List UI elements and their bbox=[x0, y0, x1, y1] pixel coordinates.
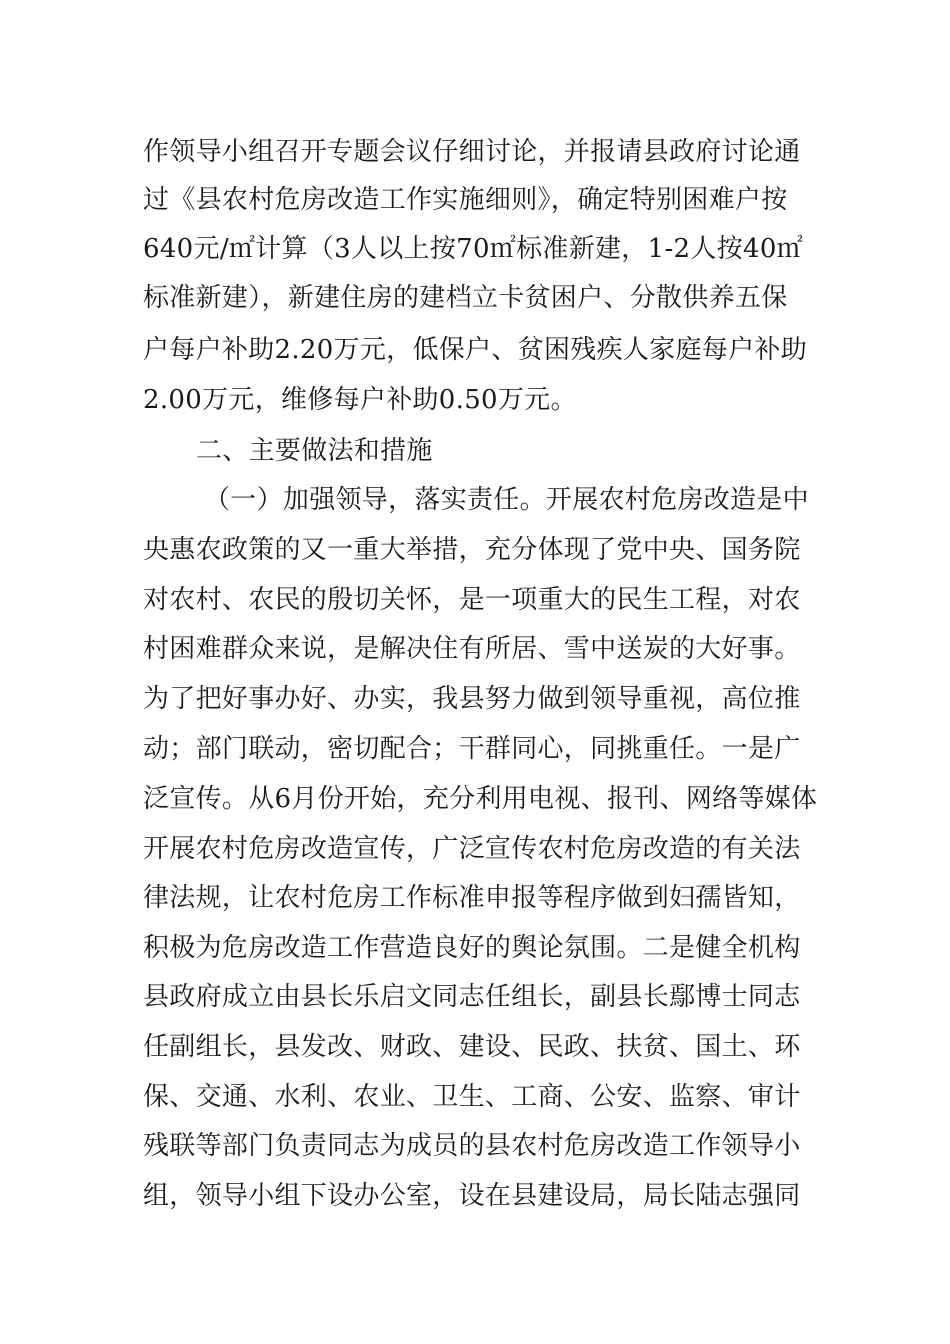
text-line: 开展农村危房改造宣传，广泛宣传农村危房改造的有关法 bbox=[143, 834, 801, 864]
text-line: 央惠农政策的又一重大举措，充分体现了党中央、国务院 bbox=[143, 535, 801, 565]
text-line: 任副组长，县发改、财政、建设、民政、扶贫、国土、环 bbox=[143, 1032, 801, 1062]
text-line: 保、交通、水利、农业、卫生、工商、公安、监察、审计 bbox=[143, 1082, 801, 1112]
paragraph-first-line: （一）加强领导，落实责任。开展农村危房改造是中 bbox=[204, 485, 809, 515]
text-line: 过《县农村危房改造工作实施细则》，确定特别困难户按 bbox=[143, 185, 788, 215]
text-line: 640元/㎡计算（3人以上按70㎡标准新建，1-2人按40㎡ bbox=[143, 234, 803, 264]
text-line: 县政府成立由县长乐启文同志任组长，副县长鄢博士同志 bbox=[143, 982, 801, 1012]
text-line: 动；部门联动，密切配合；干群同心，同挑重任。一是广 bbox=[143, 734, 801, 764]
text-line: 律法规，让农村危房工作标准申报等程序做到妇孺皆知， bbox=[143, 883, 801, 913]
text-line: 组，领导小组下设办公室，设在县建设局，局长陆志强同 bbox=[143, 1181, 801, 1211]
text-line: 对农村、农民的殷切关怀，是一项重大的民生工程，对农 bbox=[143, 585, 801, 615]
text-line: 标准新建），新建住房的建档立卡贫困户、分散供养五保 bbox=[143, 283, 788, 313]
text-line: 为了把好事办好、办实，我县努力做到领导重视，高位推 bbox=[143, 684, 801, 714]
text-line: 村困难群众来说，是解决住有所居、雪中送炭的大好事。 bbox=[143, 634, 801, 664]
text-line: 2.00万元，维修每户补助0.50万元。 bbox=[143, 385, 577, 415]
text-line: 户每户补助2.20万元，低保户、贫困残疾人家庭每户补助 bbox=[143, 335, 807, 365]
text-line: 作领导小组召开专题会议仔细讨论，并报请县政府讨论通 bbox=[143, 137, 801, 167]
text-line: 残联等部门负责同志为成员的县农村危房改造工作领导小 bbox=[143, 1131, 801, 1161]
section-heading: 二、主要做法和措施 bbox=[196, 436, 433, 466]
text-line: 泛宣传。从6月份开始，充分利用电视、报刊、网络等媒体 bbox=[143, 784, 818, 814]
text-line: 积极为危房改造工作营造良好的舆论氛围。二是健全机构 bbox=[143, 933, 801, 963]
